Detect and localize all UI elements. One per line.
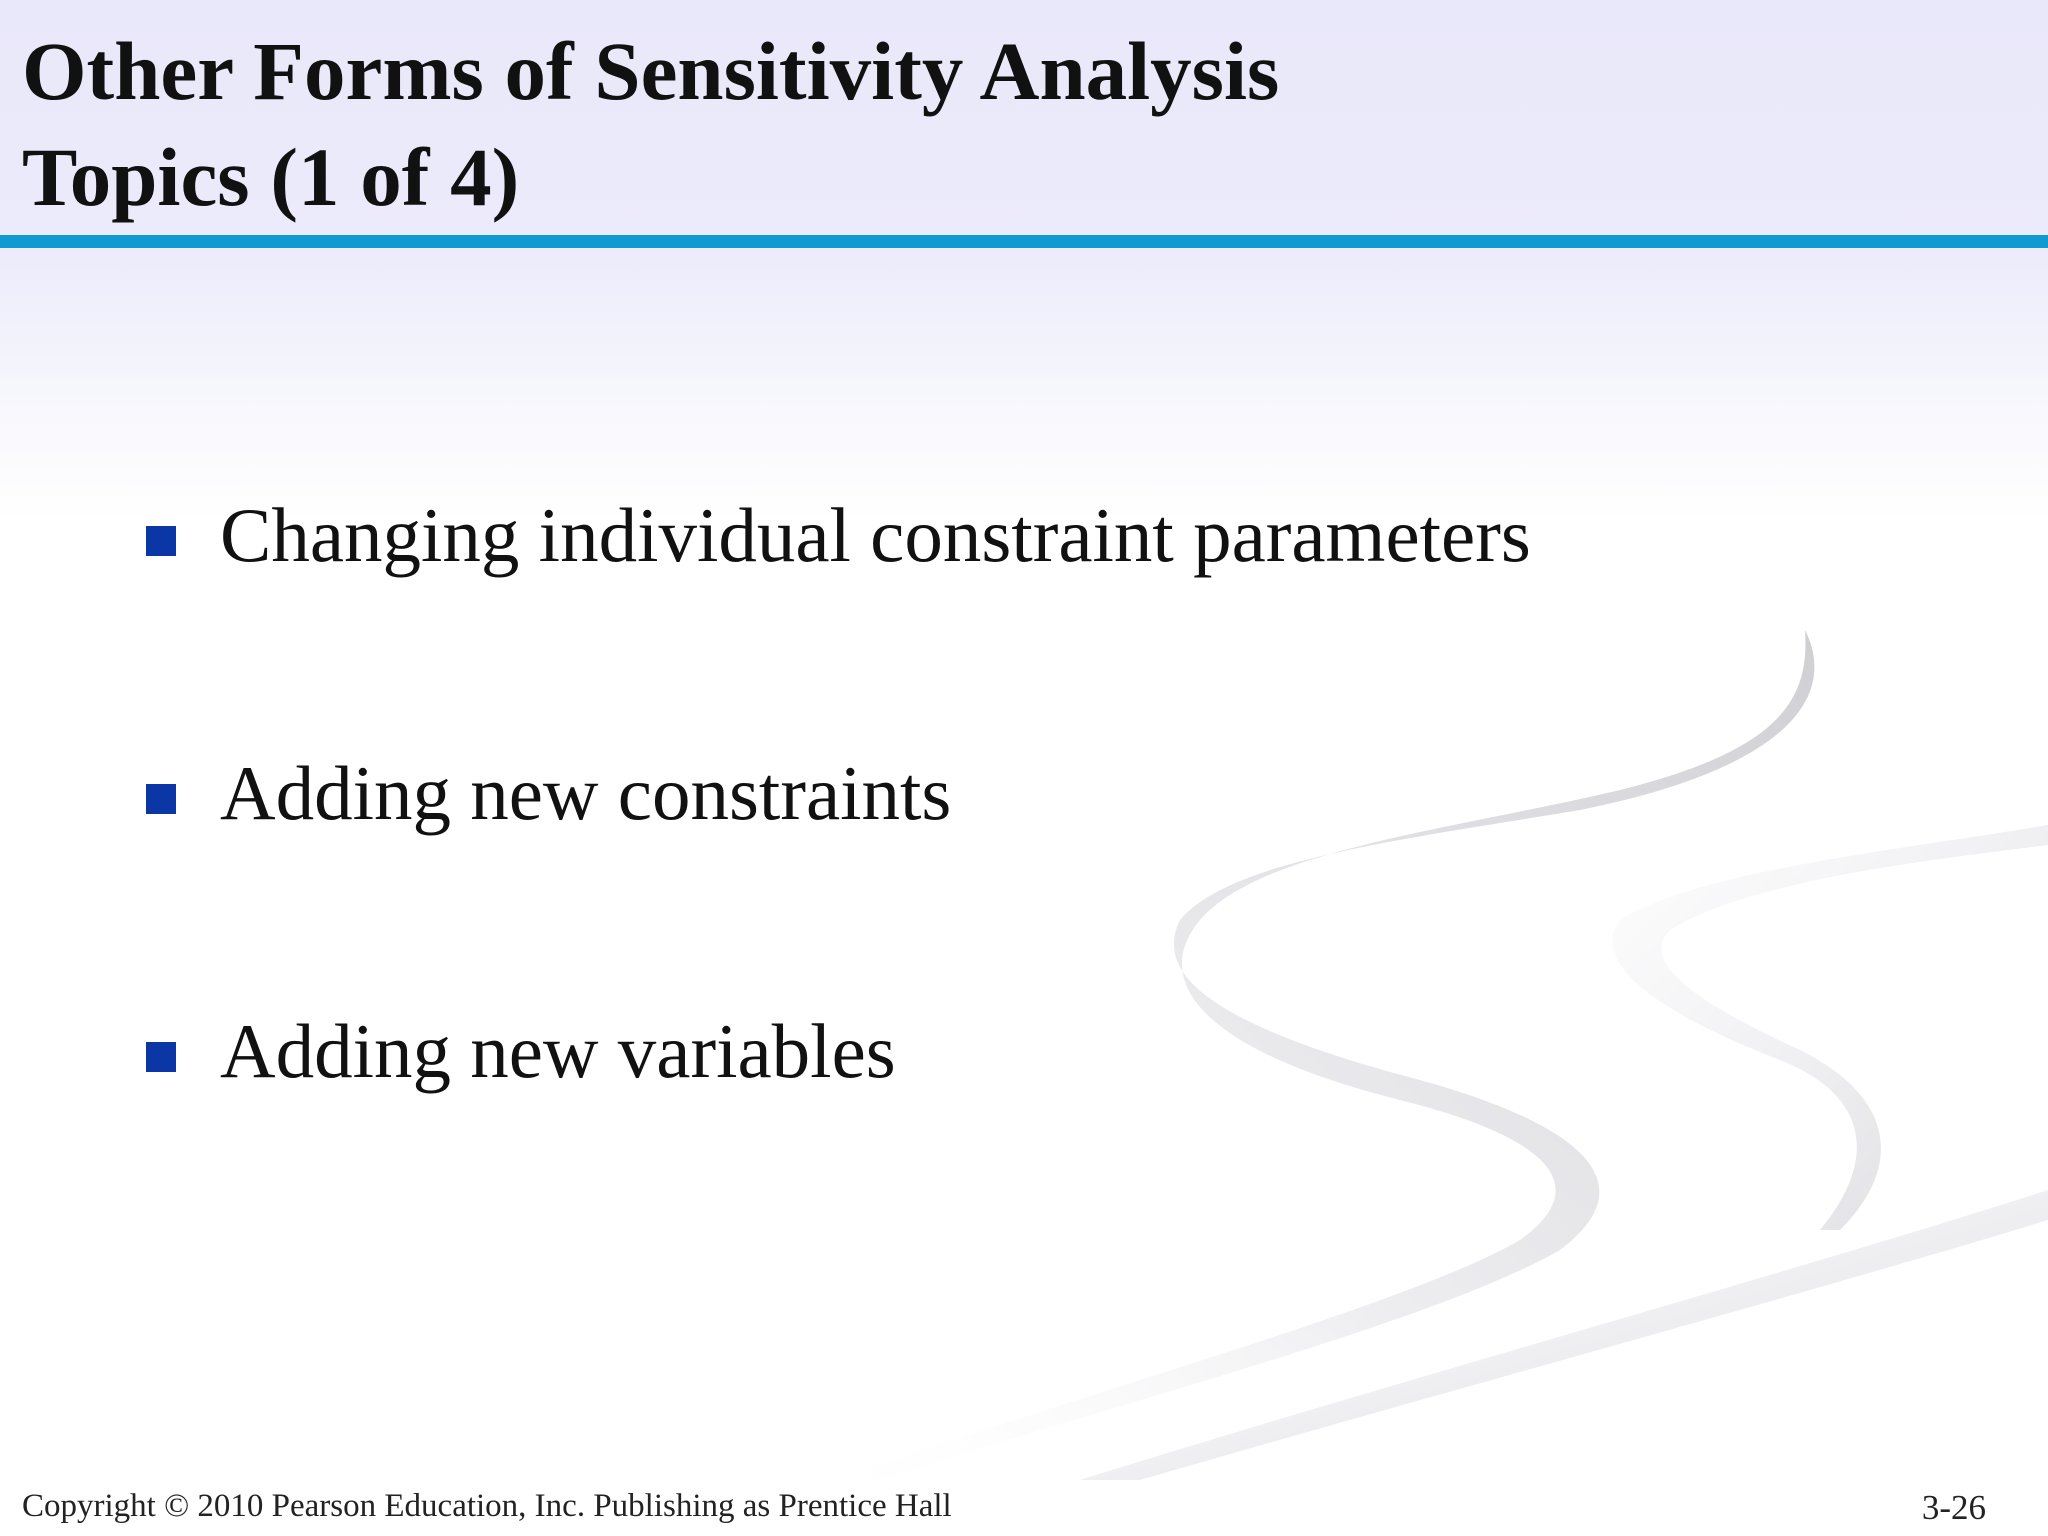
slide-title-line-2: Topics (1 of 4) xyxy=(22,131,520,223)
slide-number: 3-26 xyxy=(1921,1488,1986,1527)
bullet-item xyxy=(146,480,1946,738)
slide-title-line-1: Other Forms of Sensitivity Analysis xyxy=(22,25,1280,117)
bullet-text: Changing individual constraint parameters xyxy=(220,492,1531,578)
bullet-text: Adding new constraints xyxy=(220,750,952,836)
square-bullet-icon xyxy=(146,1042,176,1072)
bullet-item xyxy=(146,738,1946,996)
title-divider-rule xyxy=(0,235,2048,248)
slide-title xyxy=(22,18,2002,228)
bullet-item xyxy=(146,996,1946,1254)
bullet-list xyxy=(146,480,1946,1254)
square-bullet-icon xyxy=(146,526,176,556)
footer-copyright: Copyright © 2010 Pearson Education, Inc. Publishing as Prentice Hall xyxy=(22,1488,952,1524)
bullet-text: Adding new variables xyxy=(220,1008,896,1094)
square-bullet-icon xyxy=(146,784,176,814)
